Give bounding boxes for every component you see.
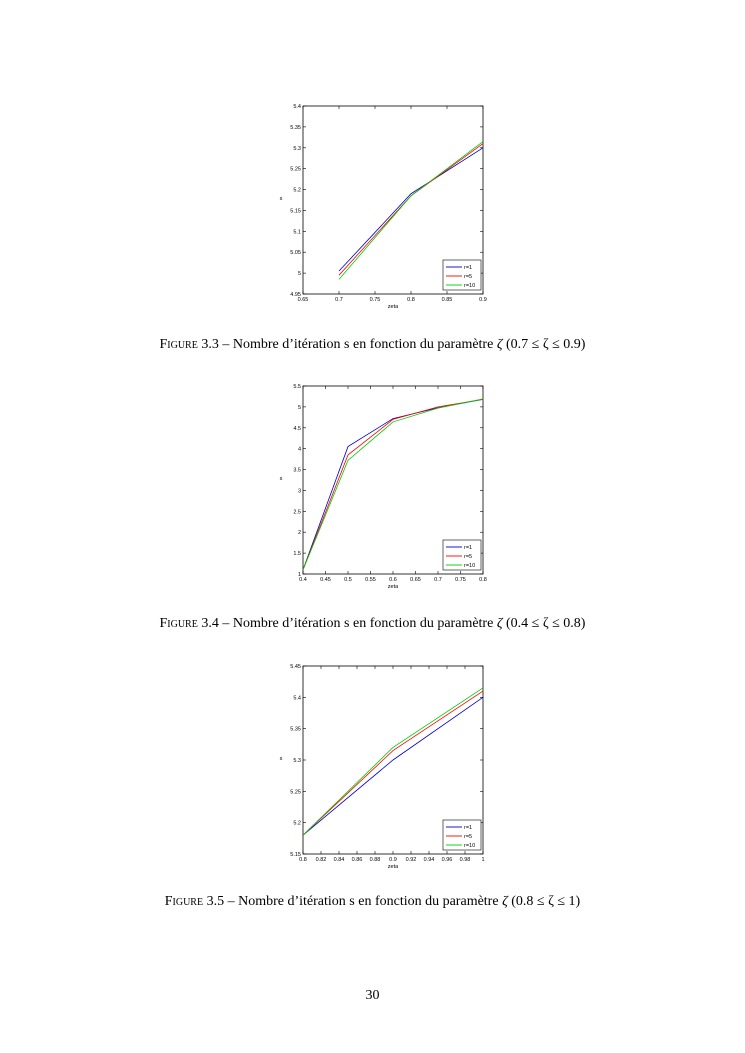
- y-tick-label: 2: [297, 530, 301, 537]
- y-tick-label: 5.25: [289, 789, 301, 796]
- y-tick-label: 4.5: [292, 425, 301, 432]
- legend-label-r=1: r=1: [463, 825, 472, 831]
- y-tick-label: 5.4: [292, 695, 301, 702]
- y-tick-label: 5.05: [289, 250, 301, 257]
- legend-box: [443, 820, 481, 850]
- legend-label-r=10: r=10: [463, 843, 475, 849]
- caption-symbol: ζ: [496, 616, 503, 631]
- y-tick-label: 5: [297, 271, 301, 278]
- x-tick-label: 0.84: [333, 857, 344, 863]
- caption-label: Figure 3.3 –: [159, 337, 230, 352]
- x-tick-label: 0.9: [388, 857, 397, 863]
- y-axis-label: s: [279, 756, 282, 762]
- y-tick-label: 3: [297, 488, 301, 495]
- y-tick-label: 1: [297, 572, 301, 578]
- caption-figure-3-5: [0, 894, 745, 910]
- x-tick-label: 0.55: [364, 577, 376, 583]
- y-tick-label: 5.3: [292, 758, 301, 764]
- chart-zeta-0.8-1: [253, 658, 493, 880]
- figure-3-5: [0, 658, 745, 880]
- x-tick-label: 1: [480, 857, 485, 863]
- y-tick-label: 5.2: [292, 187, 301, 194]
- figure-3-3: [0, 98, 745, 320]
- x-tick-label: 0.96: [441, 857, 452, 863]
- legend-label-r=1: r=1: [463, 545, 472, 551]
- y-tick-label: 3.5: [292, 467, 301, 474]
- x-tick-label: 0.75: [454, 577, 466, 583]
- caption-figure-3-4: [0, 616, 745, 632]
- legend-label-r=5: r=5: [463, 274, 472, 280]
- series-line-r=1: [303, 697, 483, 835]
- x-tick-label: 0.65: [409, 577, 421, 583]
- caption-text: Nombre d’itération s en fonction du paramètre: [232, 337, 494, 352]
- x-tick-label: 0.65: [297, 297, 308, 303]
- legend-label-r=5: r=5: [463, 554, 472, 560]
- legend-label-r=1: r=1: [463, 265, 472, 271]
- y-tick-label: 5.35: [289, 726, 301, 733]
- y-axis-label: s: [279, 196, 282, 202]
- x-tick-label: 0.92: [405, 857, 416, 863]
- y-tick-label: 5.15: [289, 852, 301, 858]
- x-axis-label: zeta: [387, 304, 398, 310]
- y-tick-label: 5.35: [289, 124, 301, 131]
- y-tick-label: 5.45: [289, 664, 301, 670]
- x-tick-label: 0.82: [315, 857, 326, 863]
- chart-zeta-0.7-0.9: [253, 98, 493, 320]
- x-axis-label: zeta: [387, 864, 398, 870]
- page-number: 30: [365, 988, 380, 1003]
- x-tick-label: 0.94: [423, 857, 434, 863]
- x-tick-label: 0.5: [343, 577, 352, 583]
- caption-range: (0.7 ≤ ζ ≤ 0.9): [505, 337, 586, 352]
- y-tick-label: 5.5: [292, 384, 301, 390]
- x-tick-label: 0.8: [298, 857, 307, 863]
- legend-label-r=10: r=10: [463, 563, 475, 569]
- caption-text: Nombre d’itération s en fonction du paramètre: [232, 616, 494, 631]
- x-tick-label: 0.88: [369, 857, 380, 863]
- x-axis-label: zeta: [387, 584, 398, 590]
- y-tick-label: 2.5: [292, 509, 301, 516]
- x-tick-label: 0.75: [369, 297, 380, 303]
- caption-figure-3-3: [0, 337, 745, 353]
- caption-label: Figure 3.4 –: [159, 616, 230, 631]
- x-tick-label: 0.86: [351, 857, 362, 863]
- y-tick-label: 5.2: [292, 820, 301, 827]
- caption-range: (0.4 ≤ ζ ≤ 0.8): [505, 616, 586, 631]
- y-tick-label: 5.4: [292, 104, 301, 110]
- series-line-r=5: [303, 691, 483, 835]
- x-tick-label: 0.6: [388, 577, 397, 583]
- legend-label-r=10: r=10: [463, 283, 475, 289]
- y-tick-label: 5.1: [292, 229, 301, 236]
- caption-symbol: ζ: [502, 894, 508, 909]
- legend-box: [443, 260, 481, 290]
- caption-symbol: ζ: [496, 337, 503, 352]
- y-tick-label: 5.15: [289, 208, 301, 215]
- y-tick-label: 5.3: [292, 145, 301, 152]
- figure-3-4: [0, 378, 745, 600]
- series-line-r=5: [339, 144, 483, 276]
- x-tick-label: 0.9: [478, 297, 487, 303]
- series-line-r=10: [339, 142, 483, 280]
- y-tick-label: 5: [297, 404, 301, 411]
- chart-zeta-0.4-0.8: [253, 378, 493, 600]
- y-tick-label: 4.95: [289, 292, 301, 298]
- x-tick-label: 0.8: [406, 297, 415, 303]
- legend-box: [443, 540, 481, 570]
- caption-range: (0.8 ≤ ζ ≤ 1): [511, 894, 581, 909]
- caption-label: Figure 3.5 –: [164, 894, 235, 909]
- y-axis-label: s: [279, 476, 282, 482]
- x-tick-label: 0.7: [433, 577, 442, 583]
- x-tick-label: 0.98: [459, 857, 470, 863]
- y-tick-label: 1.5: [292, 551, 301, 558]
- x-tick-label: 0.8: [478, 577, 487, 583]
- y-tick-label: 4: [297, 446, 301, 453]
- x-tick-label: 0.45: [319, 577, 331, 583]
- x-tick-label: 0.7: [334, 297, 343, 303]
- legend-label-r=5: r=5: [463, 834, 472, 840]
- x-tick-label: 0.4: [298, 577, 307, 583]
- series-line-r=1: [339, 148, 483, 271]
- y-tick-label: 5.25: [289, 166, 301, 173]
- x-tick-label: 0.85: [441, 297, 452, 303]
- caption-text: Nombre d’itération s en fonction du paramètre: [238, 894, 499, 909]
